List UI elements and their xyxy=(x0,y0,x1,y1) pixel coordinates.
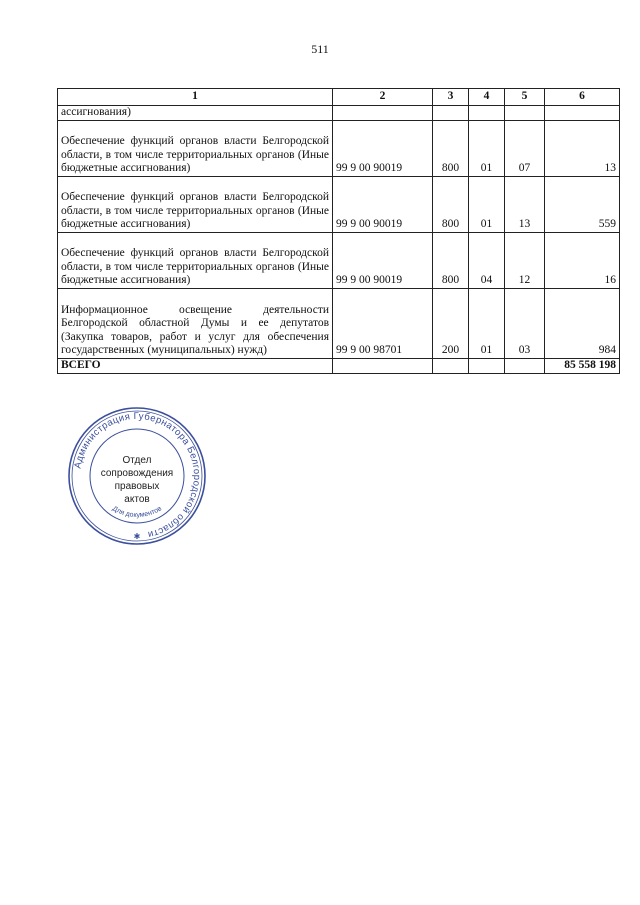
page-number: 511 xyxy=(311,42,329,56)
row-vr: 800 xyxy=(433,120,469,176)
row-pr: 03 xyxy=(505,288,545,358)
star-icon: ✱ xyxy=(133,532,141,541)
header-col-6: 6 xyxy=(545,89,620,106)
row-sum: 16 xyxy=(545,232,620,288)
row-rz: 01 xyxy=(469,288,505,358)
stamp-center-line-4: актов xyxy=(124,494,150,505)
header-col-2: 2 xyxy=(333,89,433,106)
row-pr: 13 xyxy=(505,176,545,232)
continuation-row xyxy=(58,106,620,121)
total-sum: 85 558 198 xyxy=(545,358,620,373)
header-col-5: 5 xyxy=(505,89,545,106)
header-col-1: 1 xyxy=(58,89,333,106)
table-row xyxy=(58,120,620,176)
row-name: Обеспечение функций органов власти Белгородской области, в том числе территориальных органов (Иные бюджетные ассигнования) xyxy=(58,232,333,288)
svg-text:Для документов xyxy=(111,505,163,519)
row-pr: 12 xyxy=(505,232,545,288)
row-code: 99 9 00 90019 xyxy=(333,120,433,176)
table-header-row xyxy=(58,89,620,106)
table-row xyxy=(58,232,620,288)
row-name: Обеспечение функций органов власти Белгородской области, в том числе территориальных органов (Иные бюджетные ассигнования) xyxy=(58,120,333,176)
table-row xyxy=(58,176,620,232)
stamp-graphic xyxy=(66,405,208,547)
header-col-4: 4 xyxy=(469,89,505,106)
row-name: Информационное освещение деятельности Белгородской областной Думы и ее депутатов (Закупка товаров, работ и услуг для обеспечения государственных (муниципальных) нужд) xyxy=(58,288,333,358)
row-vr: 800 xyxy=(433,232,469,288)
continuation-text: ассигнования) xyxy=(58,106,333,121)
row-pr: 07 xyxy=(505,120,545,176)
row-rz: 01 xyxy=(469,176,505,232)
total-row xyxy=(58,358,620,373)
table-row xyxy=(58,288,620,358)
stamp-bottom-text: Для документов xyxy=(111,505,163,519)
stamp-center-line-3: правовых xyxy=(114,481,160,492)
stamp-center-line-1: Отдел xyxy=(122,455,152,466)
official-stamp xyxy=(66,405,208,547)
row-code: 99 9 00 98701 xyxy=(333,288,433,358)
row-rz: 01 xyxy=(469,120,505,176)
row-code: 99 9 00 90019 xyxy=(333,176,433,232)
budget-table xyxy=(57,88,620,374)
stamp-ring-text: Администрация Губернатора Белгородской области xyxy=(72,410,203,540)
row-vr: 800 xyxy=(433,176,469,232)
row-sum: 984 xyxy=(545,288,620,358)
row-rz: 04 xyxy=(469,232,505,288)
stamp-center-line-2: сопровождения xyxy=(100,468,174,479)
row-sum: 559 xyxy=(545,176,620,232)
row-code: 99 9 00 90019 xyxy=(333,232,433,288)
row-name: Обеспечение функций органов власти Белгородской области, в том числе территориальных органов (Иные бюджетные ассигнования) xyxy=(58,176,333,232)
total-label: ВСЕГО xyxy=(58,358,333,373)
header-col-3: 3 xyxy=(433,89,469,106)
row-sum: 13 xyxy=(545,120,620,176)
row-vr: 200 xyxy=(433,288,469,358)
